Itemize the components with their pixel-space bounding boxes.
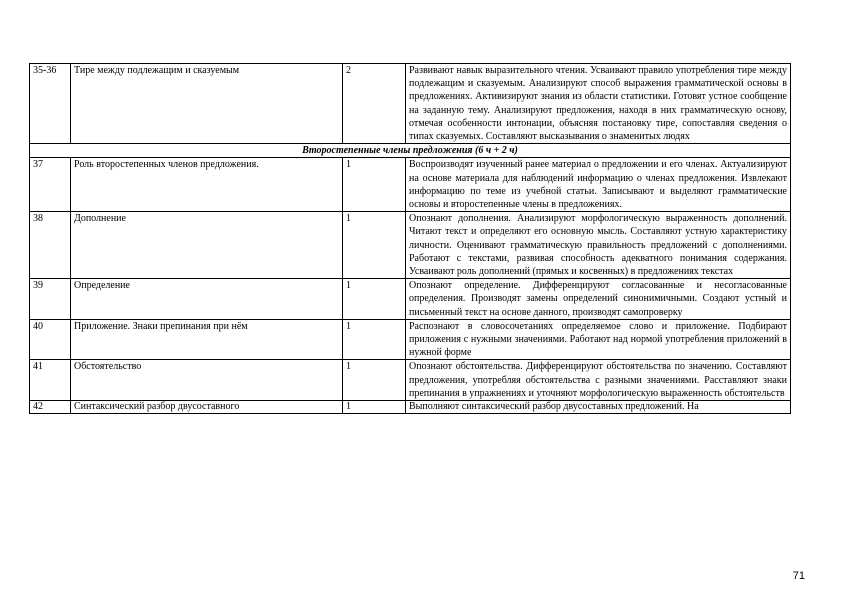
- table-row: [30, 360, 791, 401]
- lesson-hours: 1: [343, 279, 406, 320]
- lesson-activities: Опознают дополнения. Анализируют морфологическую выраженность дополнений. Читают текст и определяют его основную мысль. Составляют устную характеристику личности. Оценивают грамматическую правильность предложений с дополнениями. Работают с текстами, развивая способность адекватного понимания содержания. Усваивают роль дополнений (прямых и косвенных) в предложениях текстах: [406, 212, 791, 279]
- lesson-number: 38: [30, 212, 71, 279]
- lesson-plan-table: [29, 63, 791, 414]
- lesson-topic: Обстоятельство: [71, 360, 343, 401]
- lesson-activities: Развивают навык выразительного чтения. Усваивают правило употребления тире между подлежащим и сказуемым. Анализируют способ выражения грамматической основы в предложениях. Активизируют знания из области статистики. Готовят устное сообщение на заданную тему. Анализируют предложения, находя в них грамматическую основу, отмечая особенности интонации, объясняя постановку тире, сопоставляя сведения о типах сказуемых. Составляют высказывания о знаменитых людях: [406, 64, 791, 144]
- lesson-number: 37: [30, 158, 71, 212]
- lesson-hours: 1: [343, 360, 406, 401]
- table-row: [30, 158, 791, 212]
- lesson-topic: Приложение. Знаки препинания при нём: [71, 319, 343, 360]
- lesson-hours: 1: [343, 158, 406, 212]
- lesson-number: 41: [30, 360, 71, 401]
- lesson-number: 39: [30, 279, 71, 320]
- lesson-hours: 1: [343, 212, 406, 279]
- lesson-topic: Определение: [71, 279, 343, 320]
- lesson-activities: Воспроизводят изученный ранее материал о предложении и его членах. Актуализируют на основе материала для наблюдений информацию о членах предложения. Извлекают информацию по теме из учебной статьи. Записывают и выделяют грамматические основы и второстепенные члены в предложениях.: [406, 158, 791, 212]
- lesson-hours: 1: [343, 319, 406, 360]
- lesson-number: 35-36: [30, 64, 71, 144]
- lesson-hours: 2: [343, 64, 406, 144]
- section-title: Второстепенные члены предложения (6 ч + 2 ч): [30, 144, 791, 158]
- lesson-activities: Опознают определение. Дифференцируют согласованные и несогласованные определения. Производят замены определений синонимичными. Создают устный и письменный текст на основе данного, производят самопроверку: [406, 279, 791, 320]
- lesson-topic: Роль второстепенных членов предложения.: [71, 158, 343, 212]
- lesson-number: 42: [30, 401, 71, 414]
- lesson-activities: Распознают в словосочетаниях определяемое слово и приложение. Подбирают приложения с нужными значениями. Работают над нормой употребления приложений в нужной форме: [406, 319, 791, 360]
- lesson-activities: Опознают обстоятельства. Дифференцируют обстоятельства по значению. Составляют предложения, употребляя обстоятельства с разными значениями. Расставляют знаки препинания в упражнениях и уточняют морфологическую выраженность обстоятельств: [406, 360, 791, 401]
- lesson-topic: Синтаксический разбор двусоставного: [71, 401, 343, 414]
- lesson-hours: 1: [343, 401, 406, 414]
- lesson-number: 40: [30, 319, 71, 360]
- document-page: [29, 63, 791, 414]
- table-row: [30, 319, 791, 360]
- table-row: [30, 279, 791, 320]
- table-row: [30, 212, 791, 279]
- section-header-row: [30, 144, 791, 158]
- table-row: [30, 401, 791, 414]
- lesson-topic: Тире между подлежащим и сказуемым: [71, 64, 343, 144]
- page-number: 71: [792, 570, 805, 582]
- lesson-topic: Дополнение: [71, 212, 343, 279]
- lesson-activities: Выполняют синтаксический разбор двусоставных предложений. На: [406, 401, 791, 414]
- table-row: [30, 64, 791, 144]
